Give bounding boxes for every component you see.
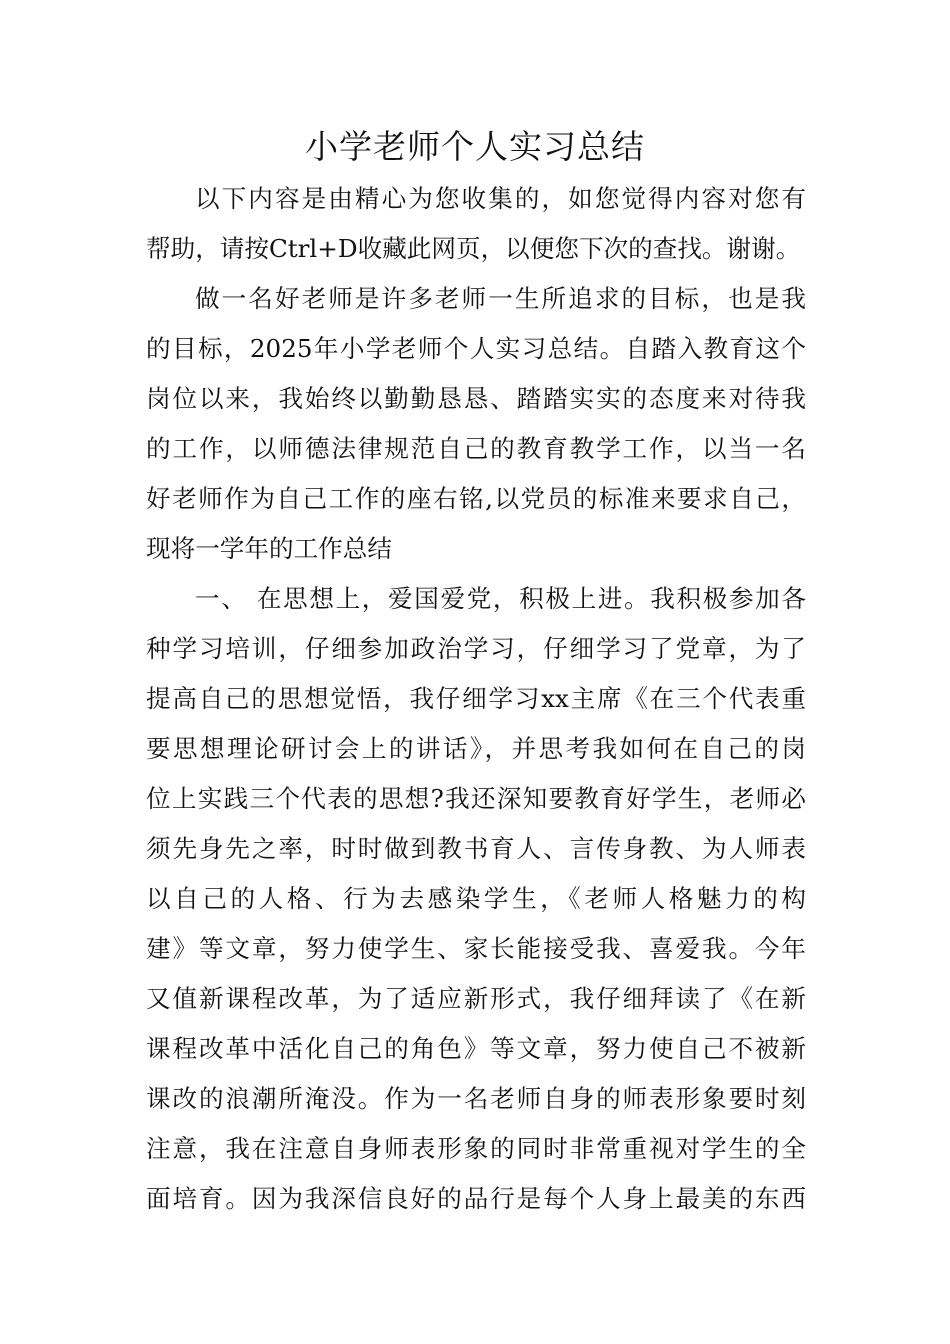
paragraph-line: 帮助，请按Ctrl+D收藏此网页，以便您下次的查找。谢谢。: [146, 234, 801, 263]
paragraph-line: 提高自己的思想觉悟，我仔细学习xx主席《在三个代表重: [146, 684, 806, 713]
paragraph-line: 以自己的人格、行为去感染学生，《老师人格魅力的构: [146, 884, 806, 913]
paragraph-line: 一、 在思想上，爱国爱党，积极上进。我积极参加各: [195, 584, 806, 613]
paragraph-line: 课改的浪潮所淹没。作为一名老师自身的师表形象要时刻: [146, 1084, 806, 1113]
paragraph-line: 须先身先之率，时时做到教书育人、言传身教、为人师表: [146, 834, 806, 863]
paragraph-line: 现将一学年的工作总结: [146, 534, 392, 563]
paragraph-line: 要思想理论研讨会上的讲话》，并思考我如何在自己的岗: [146, 734, 806, 763]
paragraph-line: 的工作，以师德法律规范自己的教育教学工作，以当一名: [146, 434, 806, 463]
paragraph-line: 又值新课程改革，为了适应新形式，我仔细拜读了《在新: [146, 984, 806, 1013]
document-title: 小学老师个人实习总结: [305, 127, 645, 166]
paragraph-line: 的目标，2025年小学老师个人实习总结。自踏入教育这个: [146, 334, 806, 363]
paragraph-line: 岗位以来，我始终以勤勤恳恳、踏踏实实的态度来对待我: [146, 384, 806, 413]
paragraph-line: 以下内容是由精心为您收集的，如您觉得内容对您有: [195, 184, 806, 213]
paragraph-line: 面培育。因为我深信良好的品行是每个人身上最美的东西: [146, 1184, 806, 1213]
paragraph-line: 注意，我在注意自身师表形象的同时非常重视对学生的全: [146, 1134, 806, 1163]
paragraph-line: 建》等文章，努力使学生、家长能接受我、喜爱我。今年: [146, 934, 806, 963]
paragraph-line: 课程改革中活化自己的角色》等文章，努力使自己不被新: [146, 1034, 806, 1063]
paragraph-line: 种学习培训，仔细参加政治学习，仔细学习了党章，为了: [146, 634, 806, 663]
paragraph-line: 做一名好老师是许多老师一生所追求的目标，也是我: [195, 284, 806, 313]
paragraph-line: 位上实践三个代表的思想?我还深知要教育好学生，老师必: [146, 784, 806, 813]
paragraph-line: 好老师作为自己工作的座右铭,以党员的标准来要求自己，: [146, 484, 806, 513]
